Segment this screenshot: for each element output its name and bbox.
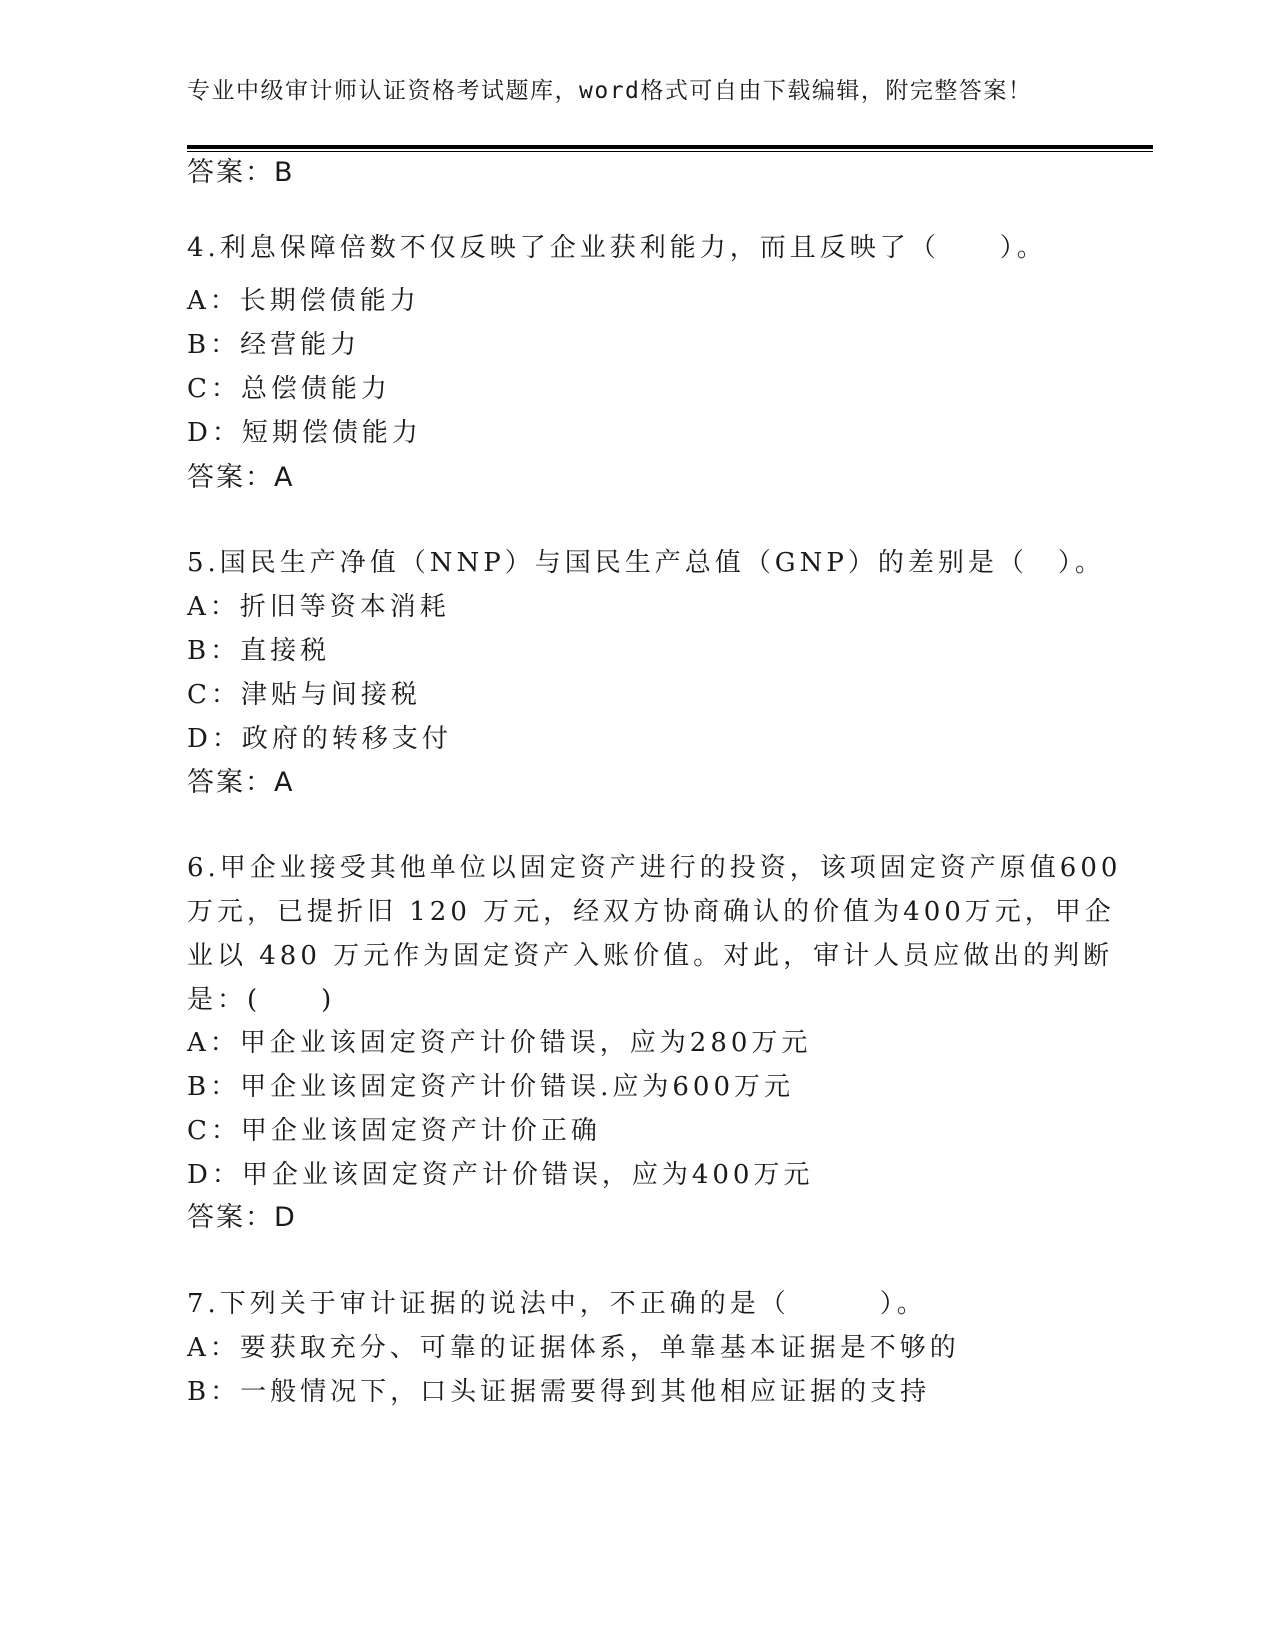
question-6-stem-line-2: 万元，已提折旧 120 万元，经双方协商确认的价值为400万元，甲企 xyxy=(187,897,1115,927)
question-4-option-a: A：长期偿债能力 xyxy=(187,286,420,316)
answer-q6: 答案：D xyxy=(187,1202,297,1233)
question-5-stem: 5.国民生产净值（NNP）与国民生产总值（GNP）的差别是（ ）。 xyxy=(187,548,1105,578)
question-6-option-d: D：甲企业该固定资产计价错误，应为400万元 xyxy=(187,1160,814,1190)
question-6-option-c: C：甲企业该固定资产计价正确 xyxy=(187,1116,601,1146)
answer-q3: 答案：B xyxy=(187,157,295,188)
question-7-option-b: B：一般情况下，口头证据需要得到其他相应证据的支持 xyxy=(187,1377,931,1407)
question-6-stem-line-4: 是：( ) xyxy=(187,985,336,1015)
header-rule-thin xyxy=(187,151,1153,152)
page-header: 专业中级审计师认证资格考试题库，word格式可自由下载编辑，附完整答案！ xyxy=(187,78,1033,104)
question-6-stem-line-3: 业以 480 万元作为固定资产入账价值。对此，审计人员应做出的判断 xyxy=(187,941,1114,971)
question-4-option-c: C：总偿债能力 xyxy=(187,374,391,404)
answer-q5: 答案：A xyxy=(187,767,295,798)
header-rule-thick xyxy=(187,145,1153,149)
question-6-option-b: B：甲企业该固定资产计价错误.应为600万元 xyxy=(187,1072,794,1102)
answer-q4: 答案：A xyxy=(187,462,295,493)
question-5-option-a: A：折旧等资本消耗 xyxy=(187,592,450,622)
question-4-option-d: D：短期偿债能力 xyxy=(187,418,422,448)
question-5-option-c: C：津贴与间接税 xyxy=(187,680,421,710)
question-5-option-b: B：直接税 xyxy=(187,636,331,666)
question-6-stem-line-1: 6.甲企业接受其他单位以固定资产进行的投资，该项固定资产原值600 xyxy=(187,853,1122,883)
question-4-stem: 4.利息保障倍数不仅反映了企业获利能力，而且反映了（ ）。 xyxy=(187,233,1047,263)
question-7-option-a: A：要获取充分、可靠的证据体系，单靠基本证据是不够的 xyxy=(187,1333,960,1363)
question-5-option-d: D：政府的转移支付 xyxy=(187,724,452,754)
question-4-option-b: B：经营能力 xyxy=(187,330,361,360)
question-6-option-a: A：甲企业该固定资产计价错误，应为280万元 xyxy=(187,1028,812,1058)
question-7-stem: 7.下列关于审计证据的说法中，不正确的是（ ）。 xyxy=(187,1289,927,1319)
